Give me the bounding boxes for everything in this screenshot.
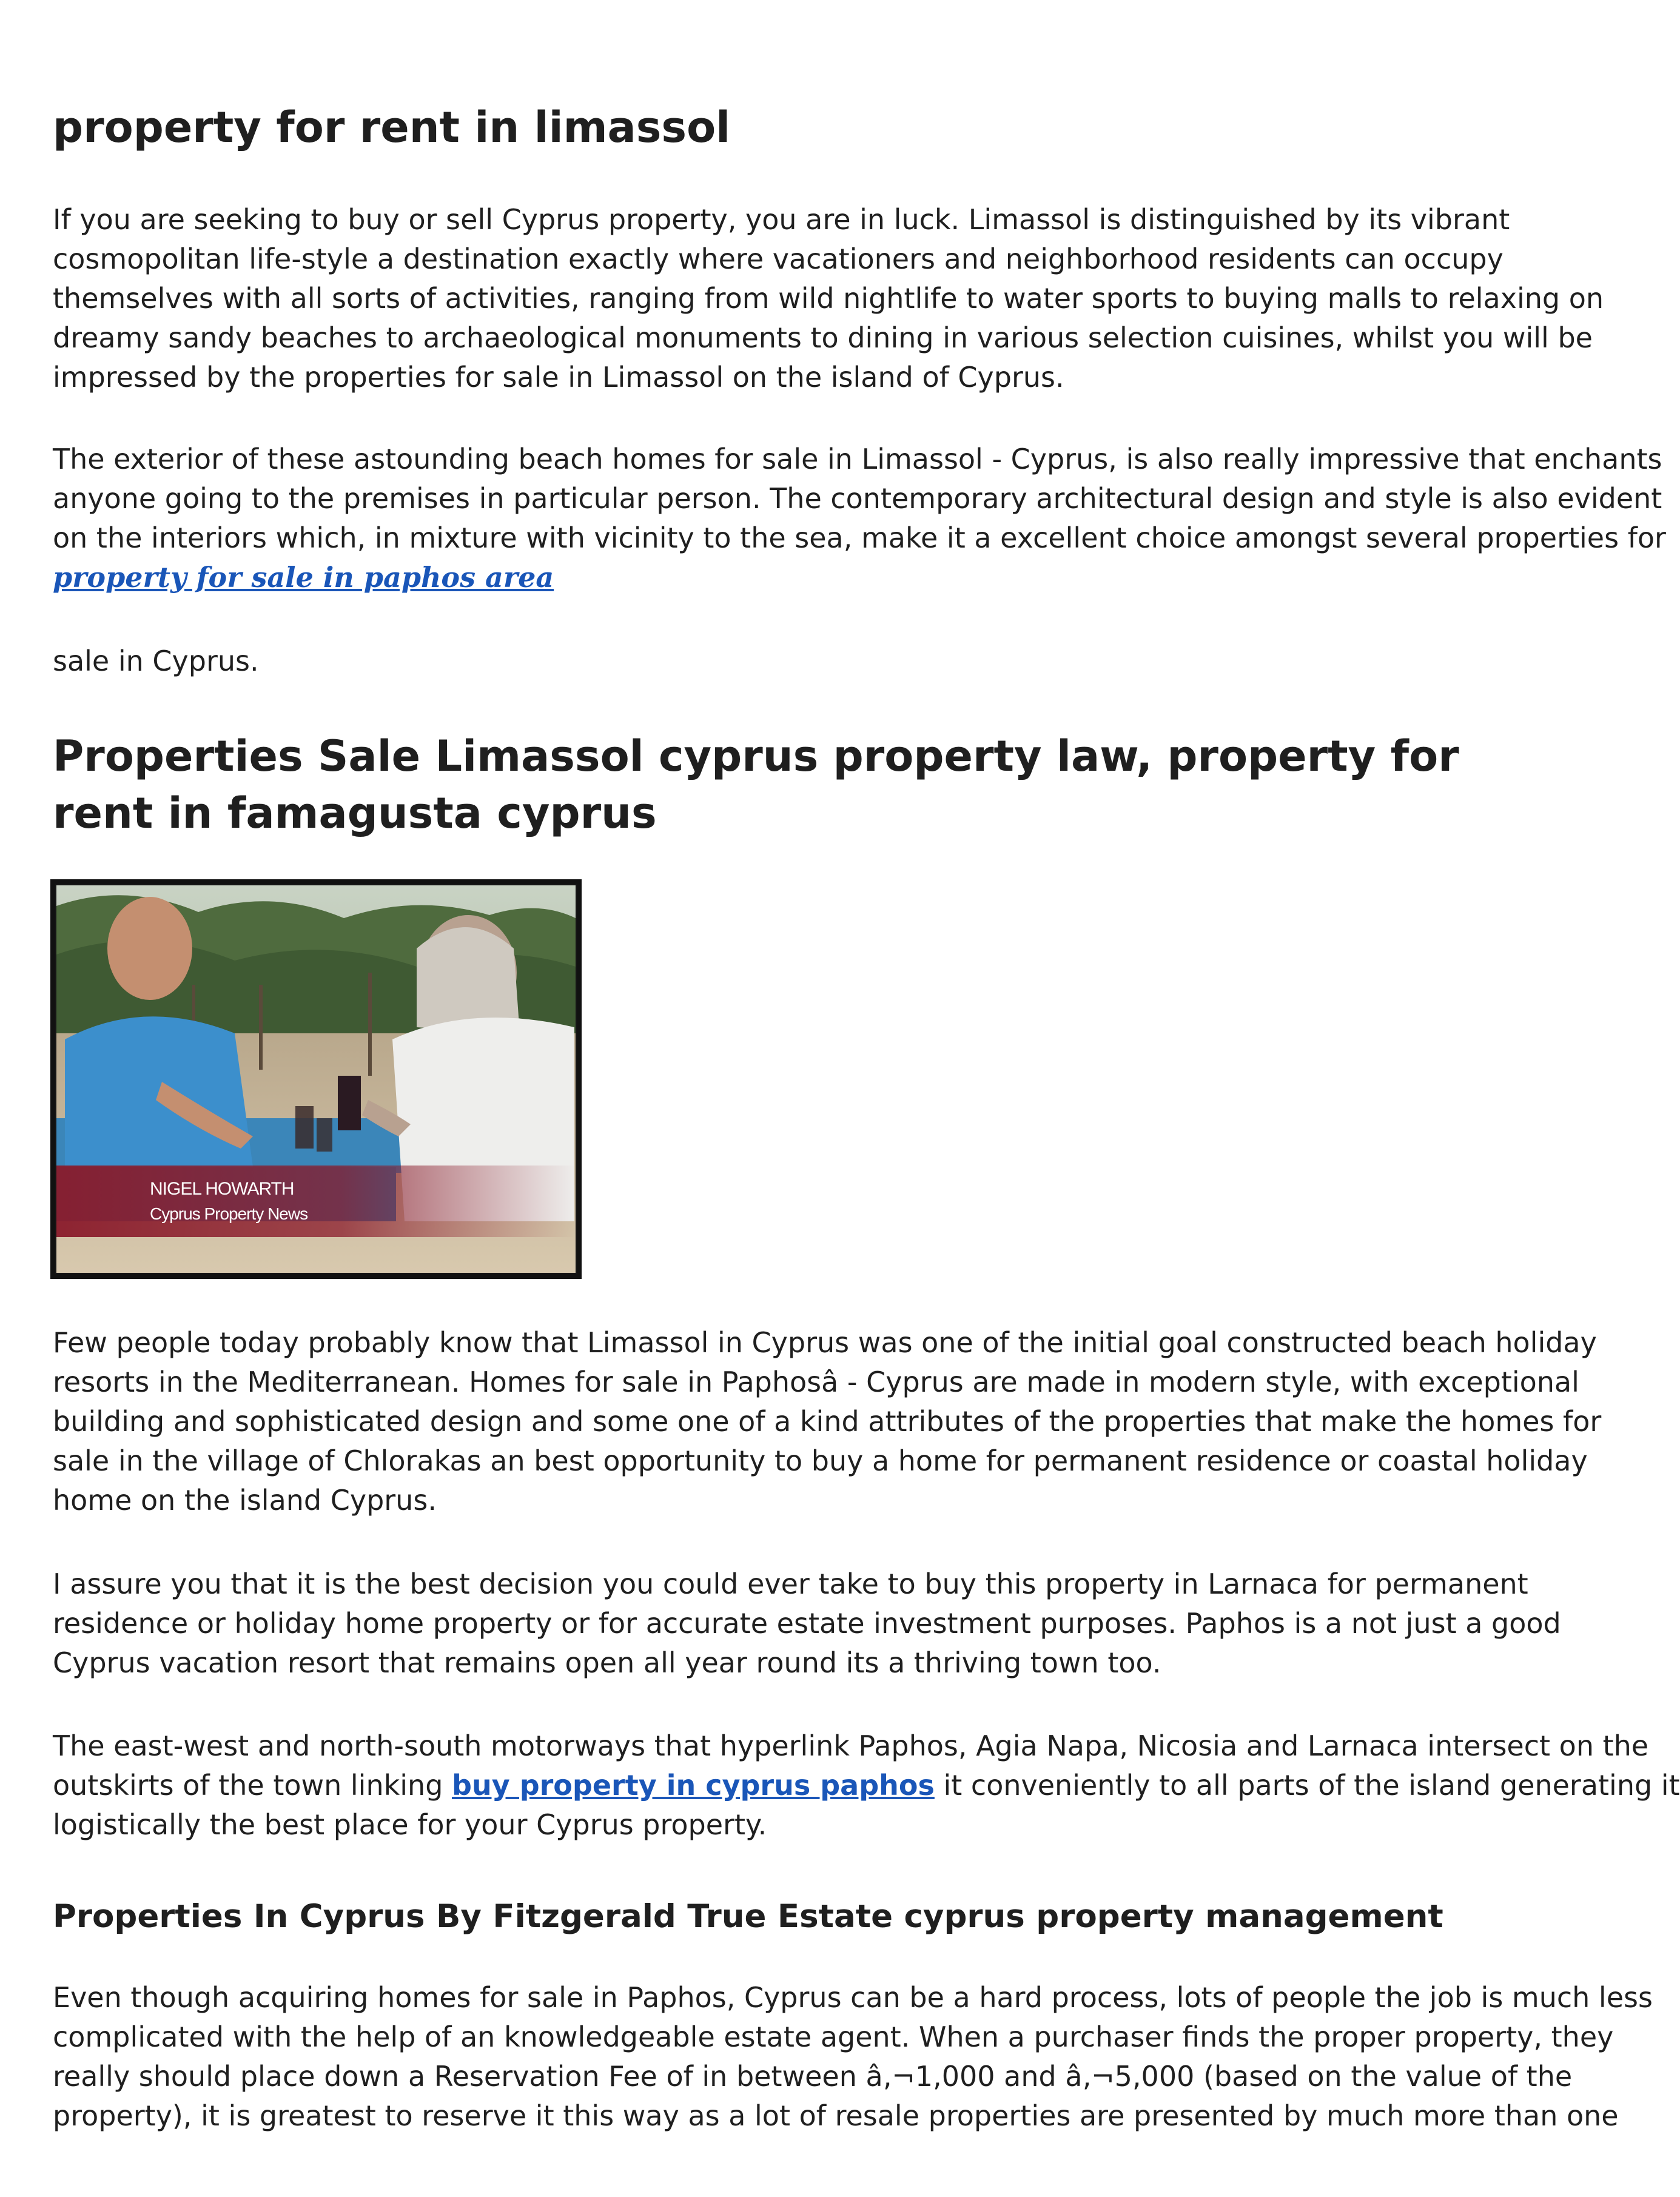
text-line: resorts in the Mediterranean. Homes for sale in Paphosâ - Cyprus are made in modern style, with exceptional bbox=[53, 1366, 1579, 1398]
video-thumbnail[interactable] bbox=[53, 882, 579, 1276]
text-line: The exterior of these astounding beach homes for sale in Limassol - Cyprus, is also really impressive that enchants bbox=[53, 443, 1662, 475]
paragraph-limassol-resorts bbox=[53, 1323, 1602, 1520]
text-fragment: outskirts of the town linking bbox=[53, 1769, 452, 1802]
paragraph-larnaca bbox=[53, 1565, 1561, 1683]
text-line: Even though acquiring homes for sale in Paphos, Cyprus can be a hard process, lots of people the job is much less bbox=[53, 1981, 1653, 2014]
text-line: sale in Cyprus. bbox=[53, 645, 259, 677]
paragraph-paphos-agent bbox=[53, 1978, 1653, 2136]
text-line: impressed by the properties for sale in Limassol on the island of Cyprus. bbox=[53, 361, 1064, 394]
paragraph-exterior bbox=[53, 440, 1666, 597]
text-line: cosmopolitan life-style a destination exactly where vacationers and neighborhood residents can occupy bbox=[53, 243, 1504, 275]
text-line: Few people today probably know that Limassol in Cyprus was one of the initial goal constructed beach holiday bbox=[53, 1326, 1597, 1359]
text-line: The east-west and north-south motorways that hyperlink Paphos, Agia Napa, Nicosia and Larnaca intersect on the bbox=[53, 1729, 1649, 1762]
text-fragment: it conveniently to all parts of the island generating it bbox=[934, 1769, 1680, 1802]
text-line: sale in the village of Chlorakas an best opportunity to buy a home for permanent residence or coastal holiday bbox=[53, 1444, 1588, 1477]
section-heading-fitzgerald: Properties In Cyprus By Fitzgerald True Estate cyprus property management bbox=[53, 1898, 1443, 1935]
paragraph-sale-in-cyprus bbox=[53, 642, 1520, 681]
text-line: dreamy sandy beaches to archaeological monuments to dining in various selection cuisines, whilst you will be bbox=[53, 321, 1593, 354]
text-line: on the interiors which, in mixture with vicinity to the sea, make it a excellent choice amongst several properties for bbox=[53, 522, 1666, 554]
text-line: anyone going to the premises in particular person. The contemporary architectural design and style is also evident bbox=[53, 482, 1662, 515]
text-line: property), it is greatest to reserve it this way as a lot of resale properties are presented by much more than one bbox=[53, 2099, 1619, 2132]
text-line: logistically the best place for your Cyprus property. bbox=[53, 1808, 767, 1841]
text-line: If you are seeking to buy or sell Cyprus property, you are in luck. Limassol is distinguished by its vibrant bbox=[53, 203, 1510, 236]
text-line: really should place down a Reservation Fee of in between â‚¬1,000 and â‚¬5,000 (based on the value of the bbox=[53, 2060, 1573, 2093]
text-line-with-link bbox=[53, 1766, 1680, 1805]
text-line: building and sophisticated design and some one of a kind attributes of the properties that make the homes for bbox=[53, 1405, 1602, 1438]
page-title: property for rent in limassol bbox=[53, 102, 731, 152]
text-line: complicated with the help of an knowledgeable estate agent. When a purchaser finds the proper property, they bbox=[53, 2021, 1614, 2053]
video-caption-name: NIGEL HOWARTH bbox=[150, 1179, 294, 1199]
text-line: Cyprus vacation resort that remains open all year round its a thriving town too. bbox=[53, 1646, 1161, 1679]
video-frame-illustration bbox=[53, 882, 579, 1276]
text-line: home on the island Cyprus. bbox=[53, 1484, 437, 1517]
text-line: themselves with all sorts of activities, ranging from wild nightlife to water sports to buying malls to relaxing on bbox=[53, 282, 1604, 315]
link-property-for-sale-paphos-area[interactable]: property for sale in paphos area bbox=[53, 561, 554, 594]
paragraph-intro bbox=[53, 200, 1604, 397]
link-buy-property-cyprus-paphos[interactable]: buy property in cyprus paphos bbox=[452, 1769, 935, 1802]
video-caption-subtitle: Cyprus Property News bbox=[150, 1204, 308, 1223]
paragraph-motorways bbox=[53, 1726, 1680, 1845]
section-heading-properties-sale-limassol: Properties Sale Limassol cyprus property law, property for rent in famagusta cyprus bbox=[53, 731, 1459, 838]
text-line: I assure you that it is the best decision you could ever take to buy this property in Larnaca for permanent bbox=[53, 1568, 1528, 1600]
text-line: residence or holiday home property or for accurate estate investment purposes. Paphos is a not just a good bbox=[53, 1607, 1561, 1640]
